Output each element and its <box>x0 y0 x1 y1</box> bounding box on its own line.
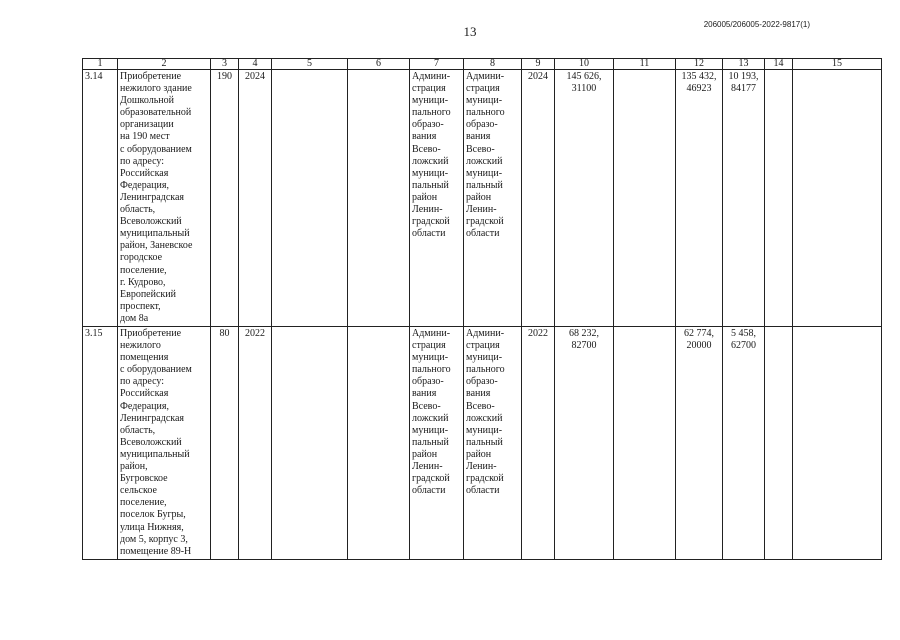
column-header: 11 <box>614 59 676 70</box>
local-amount-cell: 10 193, 84177 <box>723 70 765 327</box>
column-header: 1 <box>83 59 118 70</box>
object-description-cell: Приобретение нежилого помещения с оборудованием по адресу: Российская Федерация, Ленинградская область, Всеволожский муниципальный район, Бугровское сельское поселение, поселок Бугры, улица Нижняя, дом 5, корпус 3, помещение 89-Н <box>118 327 211 560</box>
local-amount-cell: 5 458, 62700 <box>723 327 765 560</box>
cell-col6 <box>348 327 410 560</box>
administrator-cell: Админи- страция муници- пального образо- вания Всево- ложский муници- пальный район Ленин- градской области <box>410 70 464 327</box>
column-header: 13 <box>723 59 765 70</box>
cell-col14 <box>765 70 793 327</box>
year-cell: 2022 <box>239 327 272 560</box>
column-header: 8 <box>464 59 522 70</box>
completion-year-cell: 2022 <box>522 327 555 560</box>
cell-col11 <box>614 327 676 560</box>
completion-year-cell: 2024 <box>522 70 555 327</box>
cell-col5 <box>272 70 348 327</box>
cell-col11 <box>614 70 676 327</box>
column-header: 2 <box>118 59 211 70</box>
row-number-cell: 3.14 <box>83 70 118 327</box>
column-header: 4 <box>239 59 272 70</box>
column-header: 15 <box>793 59 882 70</box>
table-row <box>83 327 882 560</box>
total-amount-cell: 68 232, 82700 <box>555 327 614 560</box>
column-header: 7 <box>410 59 464 70</box>
column-header: 6 <box>348 59 410 70</box>
cell-col5 <box>272 327 348 560</box>
total-amount-cell: 145 626, 31100 <box>555 70 614 327</box>
column-header: 3 <box>211 59 239 70</box>
column-header: 5 <box>272 59 348 70</box>
row-number-cell: 3.15 <box>83 327 118 560</box>
administrator-cell: Админи- страция муници- пального образо- вания Всево- ложский муници- пальный район Ленин- градской области <box>410 327 464 560</box>
year-cell: 2024 <box>239 70 272 327</box>
column-header: 14 <box>765 59 793 70</box>
cell-col6 <box>348 70 410 327</box>
page-number: 13 <box>463 24 477 39</box>
object-description-cell: Приобретение нежилого здание Дошкольной образовательной организации на 190 мест с оборудованием по адресу: Российская Федерация, Ленинградская область, Всеволожский муниципальный район, Заневское городское поселение, г. Кудрово, Европейский проспект, дом 8а <box>118 70 211 327</box>
cell-col15 <box>793 327 882 560</box>
column-header: 12 <box>676 59 723 70</box>
customer-cell: Админи- страция муници- пального образо- вания Всево- ложский муници- пальный район Ленин- градской области <box>464 70 522 327</box>
cell-col15 <box>793 70 882 327</box>
table-row <box>83 70 882 327</box>
investment-table <box>82 58 882 560</box>
column-header: 10 <box>555 59 614 70</box>
regional-amount-cell: 135 432, 46923 <box>676 70 723 327</box>
table-header-row <box>83 59 882 70</box>
capacity-cell: 190 <box>211 70 239 327</box>
column-header: 9 <box>522 59 555 70</box>
document-code: 206005/206005-2022-9817(1) <box>703 20 810 29</box>
capacity-cell: 80 <box>211 327 239 560</box>
customer-cell: Админи- страция муници- пального образо- вания Всево- ложский муници- пальный район Ленин- градской области <box>464 327 522 560</box>
cell-col14 <box>765 327 793 560</box>
regional-amount-cell: 62 774, 20000 <box>676 327 723 560</box>
